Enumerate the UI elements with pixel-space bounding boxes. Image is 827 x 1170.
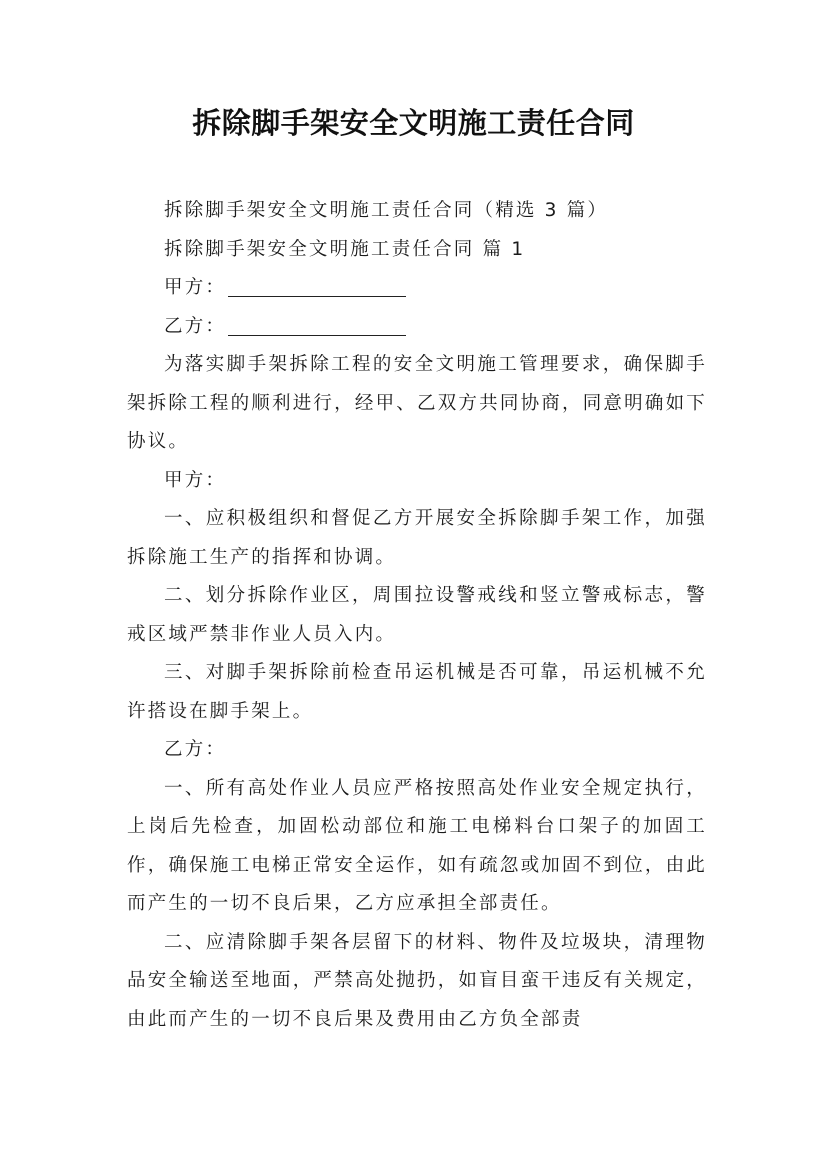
party-b-label: 乙方： bbox=[164, 315, 227, 337]
party-a-line bbox=[127, 269, 707, 308]
paragraph-preamble: 为落实脚手架拆除工程的安全文明施工管理要求，确保脚手架拆除工程的顺利进行，经甲、乙双方共同协商，同意明确如下协议。 bbox=[127, 354, 707, 452]
paragraph-subtitle: 拆除脚手架安全文明施工责任合同（精选 3 篇） bbox=[164, 200, 609, 221]
paragraph-party-b-heading: 乙方： bbox=[164, 739, 227, 760]
paragraph-party-a-item-3: 三、对脚手架拆除前检查吊运机械是否可靠，吊运机械不允许搭设在脚手架上。 bbox=[127, 662, 707, 722]
paragraph-party-a-heading: 甲方： bbox=[164, 469, 227, 491]
paragraph-party-b-item-1: 一、所有高处作业人员应严格按照高处作业安全规定执行，上岗后先检查，加固松动部位和施工电梯料台口架子的加固工作，确保施工电梯正常安全运作，如有疏忽或加固不到位，由此而产生的一切不良后果，乙方应承担全部责任。 bbox=[127, 777, 707, 914]
paragraph-party-a-item-2: 二、划分拆除作业区，周围拉设警戒线和竖立警戒标志，警戒区域严禁非作业人员入内。 bbox=[127, 585, 707, 645]
party-a-blank bbox=[228, 276, 406, 297]
paragraph-section-heading: 拆除脚手架安全文明施工责任合同 篇 1 bbox=[164, 238, 526, 260]
party-a-label: 甲方： bbox=[164, 277, 227, 298]
paragraph-party-b-item-2: 二、应清除脚手架各层留下的材料、物件及垃圾块，清理物品安全输送至地面，严禁高处抛扔，如盲目蛮干违反有关规定，由此而产生的一切不良后果及费用由乙方负全部责 bbox=[127, 931, 707, 1030]
document-title: 拆除脚手架安全文明施工责任合同 bbox=[192, 106, 635, 140]
party-b-line bbox=[127, 308, 707, 347]
document-body bbox=[127, 192, 707, 1039]
paragraph-party-a-item-1: 一、应积极组织和督促乙方开展安全拆除脚手架工作，加强拆除施工生产的指挥和协调。 bbox=[127, 508, 707, 568]
party-b-blank bbox=[228, 315, 406, 336]
